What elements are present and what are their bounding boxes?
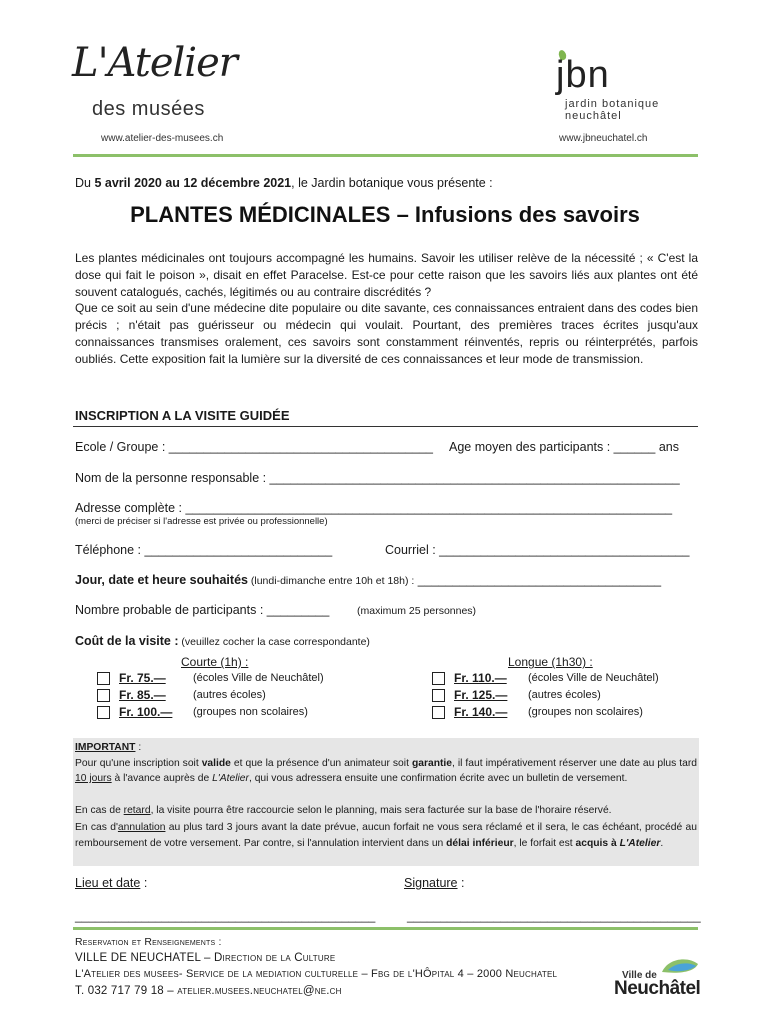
footer-contact: T. 032 717 79 18 – atelier.musees.neuchatel@ne.ch <box>75 985 342 997</box>
jbn-logo <box>548 50 678 125</box>
section-divider <box>73 426 698 427</box>
neuchatel-logo-big: Neuchâtel <box>614 978 701 999</box>
atelier-logo <box>70 38 237 133</box>
place-date-label-colon: : <box>140 876 148 890</box>
email-field: Courriel : ____________________________________ <box>385 543 690 557</box>
important-p1-b: et que la présence d'un animateur soit <box>230 757 412 769</box>
long-option-3-checkbox[interactable] <box>432 706 445 719</box>
important-p1-valide: valide <box>201 757 231 769</box>
date-field <box>75 573 661 587</box>
short-option-2-price: Fr. 85.— <box>119 688 166 702</box>
important-paragraph-1 <box>75 740 697 787</box>
long-option-3-category: (groupes non scolaires) <box>528 706 643 718</box>
important-p3-delai: délai inférieur <box>446 837 514 849</box>
place-date-label-text: Lieu et date <box>75 876 141 890</box>
important-p1-garantie: garantie <box>411 757 452 769</box>
important-p3-a: En cas d' <box>75 822 118 833</box>
important-p3-annulation: annulation <box>117 822 166 833</box>
short-option-2-category: (autres écoles) <box>193 689 266 701</box>
important-p1-d: à l'avance auprès de <box>111 773 213 784</box>
date-field-line: ___________________________________ <box>414 573 662 587</box>
short-option-3-checkbox[interactable] <box>97 706 110 719</box>
header-divider <box>73 154 698 157</box>
school-field: Ecole / Groupe : ______________________________________ <box>75 440 433 454</box>
short-option-1-price: Fr. 75.— <box>119 671 166 685</box>
page-title: PLANTES MÉDICINALES – Infusions des savoirs <box>130 202 640 227</box>
participants-field: Nombre probable de participants : _________ <box>75 603 330 617</box>
date-field-hint: (lundi-dimanche entre 10h et 18h) : <box>247 575 415 587</box>
atelier-logo-wordmark: L'Atelier <box>72 40 237 86</box>
important-p1-a: Pour qu'une inscription soit <box>75 757 202 769</box>
important-colon: : <box>135 742 142 753</box>
intro-line <box>75 176 493 190</box>
cost-heading <box>75 634 370 648</box>
important-paragraph-2 <box>75 803 697 819</box>
signature-line: ____________________________________________ <box>407 909 701 923</box>
neuchatel-logo-small: Ville de <box>622 970 657 981</box>
important-p3-b: au plus tard 3 jours avant la date prévue, aucun forfait ne vous sera réclamé et il sera, le cas échéant, procédé au remboursement de votre versement. Par contre, si l'annulation intervient dans un <box>75 822 697 849</box>
important-label: IMPORTANT <box>75 742 136 753</box>
description-paragraph-2: Que ce soit au sein d'une médecine dite populaire ou dite savante, ces connaissances entraient dans des codes bien précis ; n'était pas guérisseur ou médecin qui voulait. Pourtant, des premières traces écrites jusqu'aux connaissances transmises oralement, ces savoirs sont constamment réinventés, repris ou réinterprétés, parfois oubliés. Cette exposition fait la lumière sur la diversité de ces connaissances et leur mode de transmission. <box>75 301 698 366</box>
long-option-1-checkbox[interactable] <box>432 672 445 685</box>
jbn-logo-subtitle-2: neuchâtel <box>565 110 622 122</box>
short-visit-label: Courte (1h) : <box>181 655 249 669</box>
address-note: (merci de préciser si l'adresse est privée ou professionnelle) <box>75 516 328 527</box>
phone-field: Téléphone : ___________________________ <box>75 543 333 557</box>
signature-label <box>404 876 464 890</box>
important-p2-b: , la visite pourra être raccourcie selon le planning, mais sera facturée sur la base de l'horaire réservé. <box>150 805 612 816</box>
date-field-label: Jour, date et heure souhaités <box>75 573 248 587</box>
intro-prefix: Du <box>75 176 95 190</box>
long-option-1-price: Fr. 110.— <box>454 671 507 685</box>
participants-max: (maximum 25 personnes) <box>357 605 477 617</box>
important-p2-a: En cas de <box>75 805 124 816</box>
atelier-logo-subtitle: des musées <box>92 98 205 120</box>
important-p1-atelier: L'Atelier <box>212 773 249 784</box>
ville-de-neuchatel-logo <box>610 956 702 1002</box>
short-option-1-category: (écoles Ville de Neuchâtel) <box>193 672 324 684</box>
important-p2-retard: retard <box>123 805 151 816</box>
important-p3-acquis: acquis à <box>575 837 620 849</box>
short-option-3-price: Fr. 100.— <box>119 705 173 719</box>
footer-reservation: Reservation et Renseignements : <box>75 936 222 948</box>
place-date-label <box>75 876 147 890</box>
important-notice <box>73 738 699 866</box>
age-field: Age moyen des participants : ______ ans <box>449 440 680 454</box>
long-visit-label: Longue (1h30) : <box>508 655 593 669</box>
footer-city: VILLE DE NEUCHATEL – Direction de la Culture <box>75 952 336 964</box>
address-field: Adresse complète : ______________________________________________________________________ <box>75 501 673 515</box>
jbn-logo-wordmark: jbn <box>556 54 610 96</box>
important-p3-c: , le forfait est <box>513 837 576 849</box>
description-paragraph-1: Les plantes médicinales ont toujours accompagné les humains. Savoir les utiliser relève de la nécessité ; « C'est la dose qui fait le poison », disait en effet Paracelse. Est-ce pour cette raison que les savoirs liés aux plantes ont été souvent catalogués, cachés, légitimés ou au contraire discrédités ? <box>75 251 698 299</box>
signature-label-text: Signature <box>404 876 458 890</box>
jbn-logo-subtitle-1: jardin botanique <box>565 98 660 110</box>
important-p1-10-jours: 10 jours <box>75 773 112 784</box>
responsible-field: Nom de la personne responsable : ___________________________________________________________ <box>75 471 680 485</box>
cost-heading-hint: (veuillez cocher la case correspondante) <box>178 636 370 648</box>
footer-divider <box>73 927 698 930</box>
important-paragraph-3 <box>75 820 697 851</box>
short-option-1-checkbox[interactable] <box>97 672 110 685</box>
description <box>75 250 698 368</box>
jbn-url: www.jbneuchatel.ch <box>559 133 648 144</box>
short-option-2-checkbox[interactable] <box>97 689 110 702</box>
footer-address: L'Atelier des musees- Service de la mediation culturelle – Fbg de l'HÔpital 4 – 2000 Neuchatel <box>75 968 558 980</box>
atelier-url: www.atelier-des-musees.ch <box>101 133 224 144</box>
intro-dates: 5 avril 2020 au 12 décembre 2021 <box>94 176 292 190</box>
place-date-line: _____________________________________________ <box>75 909 376 923</box>
intro-suffix: , le Jardin botanique vous présente : <box>291 176 493 190</box>
important-p3-atelier: L'Atelier <box>619 837 661 849</box>
long-option-3-price: Fr. 140.— <box>454 705 508 719</box>
section-title: INSCRIPTION A LA VISITE GUIDÉE <box>75 408 290 423</box>
cost-heading-label: Coût de la visite : <box>75 634 179 648</box>
long-option-2-checkbox[interactable] <box>432 689 445 702</box>
important-p1-c: , il faut impérativement réserver une date au plus tard <box>452 757 697 769</box>
long-option-1-category: (écoles Ville de Neuchâtel) <box>528 672 659 684</box>
important-p1-e: , qui vous adressera ensuite une confirmation écrite avec un bulletin de versement. <box>248 773 628 784</box>
short-option-3-category: (groupes non scolaires) <box>193 706 308 718</box>
long-option-2-category: (autres écoles) <box>528 689 601 701</box>
long-option-2-price: Fr. 125.— <box>454 688 508 702</box>
important-p3-end: . <box>660 837 664 849</box>
signature-label-colon: : <box>457 876 465 890</box>
